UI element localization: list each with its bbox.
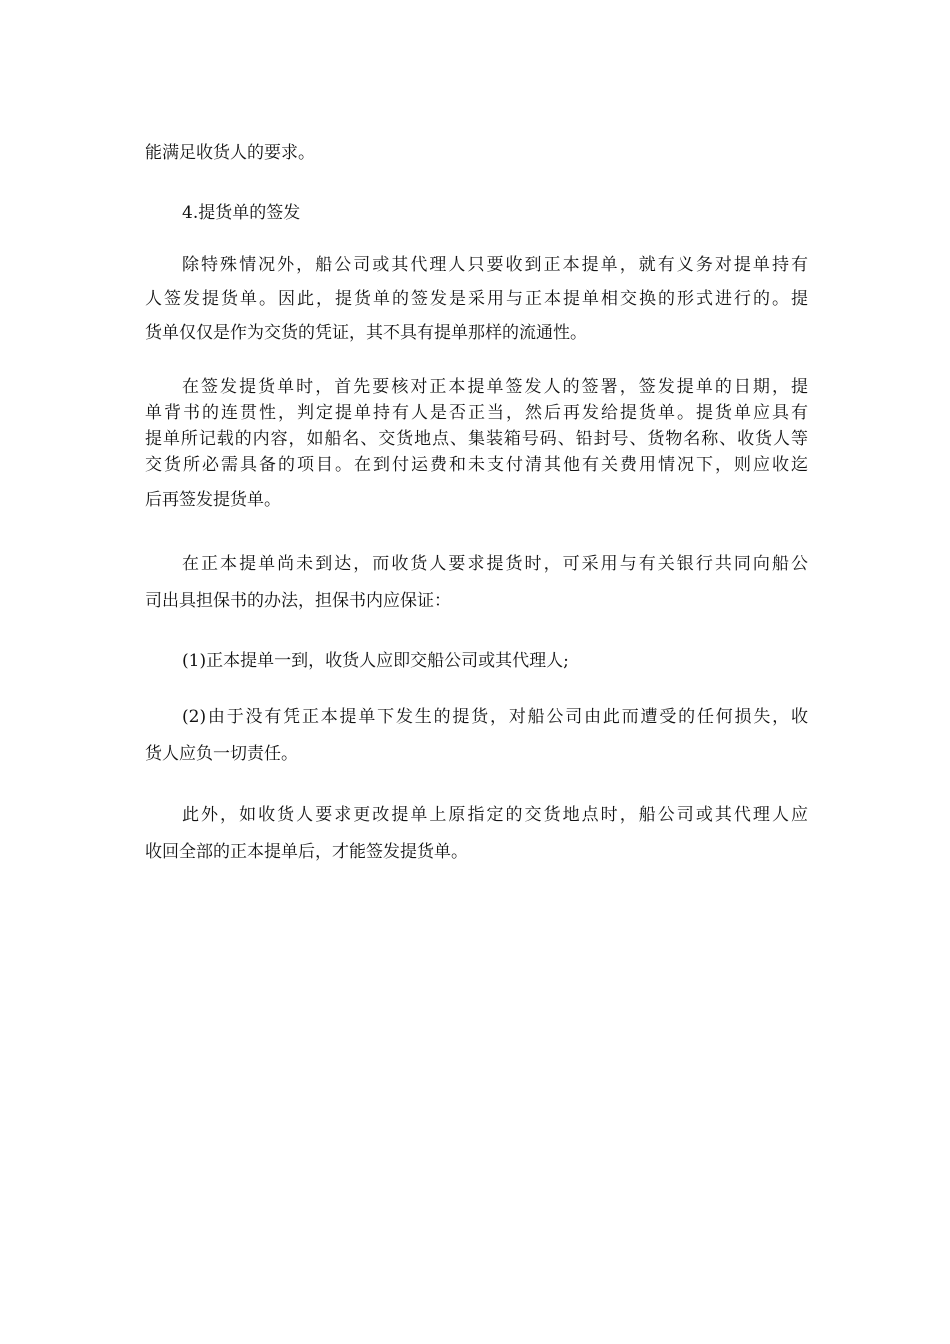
section-heading — [145, 200, 808, 226]
text-line: 能满足收货人的要求。 — [145, 143, 315, 163]
text-line: 除特殊情况外，船公司或其代理人只要收到正本提单，就有义务对提单持有 — [182, 255, 808, 275]
list-item-text: (1)正本提单一到，收货人应即交船公司或其代理人; — [182, 651, 569, 671]
list-item-text: (2)由于没有凭正本提单下发生的提货，对船公司由此而遭受的任何损失，收 — [182, 707, 808, 727]
text-line: 在签发提货单时，首先要核对正本提单签发人的签署，签发提单的日期，提 — [182, 377, 808, 397]
paragraph-issuance — [145, 248, 808, 350]
paragraph-guarantee — [145, 546, 808, 620]
text-line: 货单仅仅是作为交货的凭证，其不具有提单那样的流通性。 — [145, 323, 587, 343]
list-item — [145, 648, 808, 674]
text-line: 交货所必需具备的项目。在到付运费和未支付清其他有关费用情况下，则应收迄 — [145, 455, 808, 475]
text-line: 后再签发提货单。 — [145, 490, 281, 510]
text-line: 此外，如收货人要求更改提单上原指定的交货地点时，船公司或其代理人应 — [182, 805, 808, 825]
text-line: 单背书的连贯性，判定提单持有人是否正当，然后再发给提货单。提货单应具有 — [145, 403, 808, 423]
text-line: 人签发提货单。因此，提货单的签发是采用与正本提单相交换的形式进行的。提 — [145, 289, 808, 309]
text-line: 提单所记载的内容，如船名、交货地点、集装箱号码、铅封号、货物名称、收货人等 — [145, 429, 808, 449]
paragraph-verification — [145, 374, 808, 522]
text-line: 收回全部的正本提单后，才能签发提货单。 — [145, 842, 468, 862]
text-line: 在正本提单尚未到达，而收货人要求提货时，可采用与有关银行共同向船公 — [182, 554, 808, 574]
list-item — [145, 699, 808, 773]
list-item-text: 货人应负一切责任。 — [145, 744, 298, 764]
paragraph-change-location — [145, 797, 808, 871]
text-line: 司出具担保书的办法，担保书内应保证： — [145, 591, 451, 611]
heading-text: 4.提货单的签发 — [182, 203, 301, 223]
paragraph-tail — [145, 140, 808, 166]
